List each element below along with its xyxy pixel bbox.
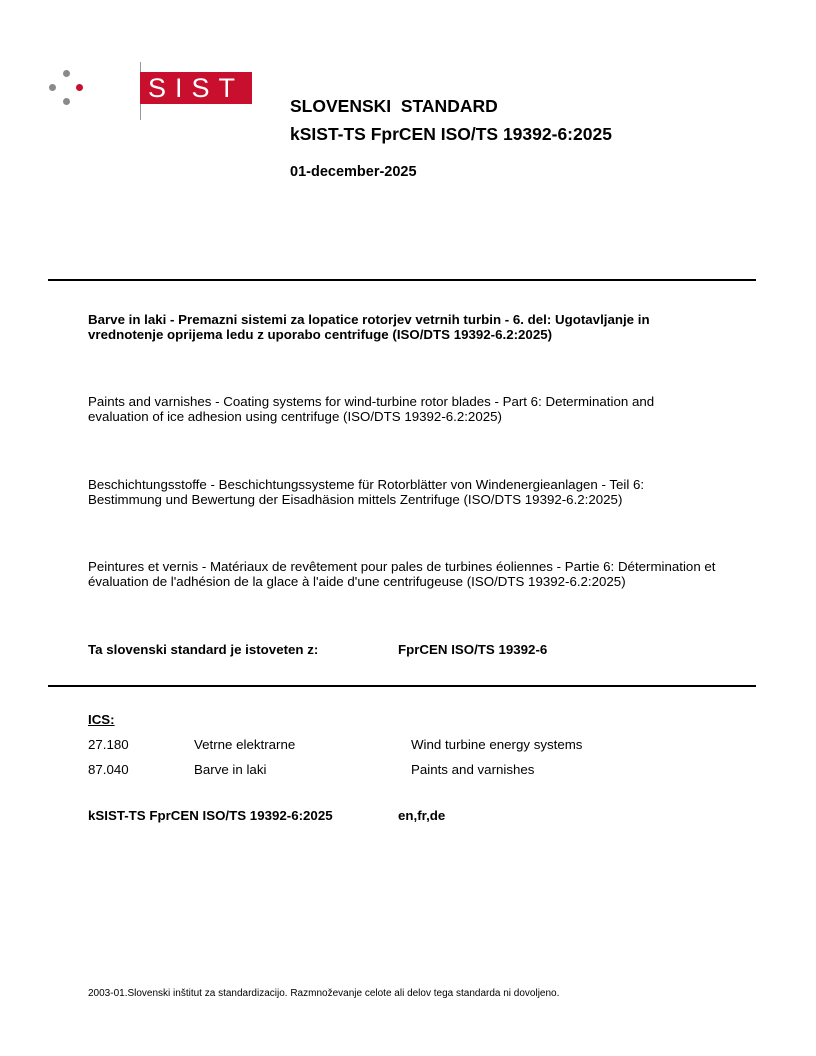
publication-date: 01-december-2025 [290,164,417,180]
ics-english: Paints and varnishes [411,762,535,777]
logo-dot [63,70,70,77]
bottom-languages: en,fr,de [398,808,446,823]
logo-wordmark: SIST [140,72,252,104]
ics-slovene: Barve in laki [194,762,267,777]
bottom-standard-code: kSIST-TS FprCEN ISO/TS 19392-6:2025 [88,808,333,823]
identical-value: FprCEN ISO/TS 19392-6 [398,642,548,657]
copyright-footer: 2003-01.Slovenski inštitut za standardizacijo. Razmnoževanje celote ali delov tega standarda ni dovoljeno. [88,988,560,999]
ics-code: 27.180 [88,737,129,752]
title-slovene: Barve in laki - Premazni sistemi za lopatice rotorjev vetrnih turbin - 6. del: Ugotavljanje in vrednotenje oprijema ledu z uporabo centrifuge (ISO/DTS 19392-6.2:2025) [88,312,650,342]
top-divider [48,279,756,281]
logo-dot [76,84,83,91]
title-french: Peintures et vernis - Matériaux de revêtement pour pales de turbines éoliennes - Partie 6: Détermination et évaluation de l'adhésion de la glace à l'aide d'une centrifugeuse (ISO/DTS 19392-6.2:2025) [88,559,716,589]
logo-dot [63,98,70,105]
title-english: Paints and varnishes - Coating systems for wind-turbine rotor blades - Part 6: Determination and evaluation of ice adhesion using centrifuge (ISO/DTS 19392-6.2:2025) [88,394,655,424]
logo-dot [49,84,56,91]
sist-logo [48,62,245,122]
standard-code: kSIST-TS FprCEN ISO/TS 19392-6:2025 [290,124,612,144]
bottom-divider [48,685,756,687]
identical-label: Ta slovenski standard je istoveten z: [88,642,319,657]
document-type: SLOVENSKI STANDARD [290,96,498,116]
title-german: Beschichtungsstoffe - Beschichtungssysteme für Rotorblätter von Windenergieanlagen - Teil 6: Bestimmung und Bewertung der Eisadhäsion mittels Zentrifuge (ISO/DTS 19392-6.2:2025) [88,477,645,507]
ics-heading: ICS: [88,712,115,727]
ics-code: 87.040 [88,762,129,777]
ics-slovene: Vetrne elektrarne [194,737,296,752]
ics-english: Wind turbine energy systems [411,737,583,752]
